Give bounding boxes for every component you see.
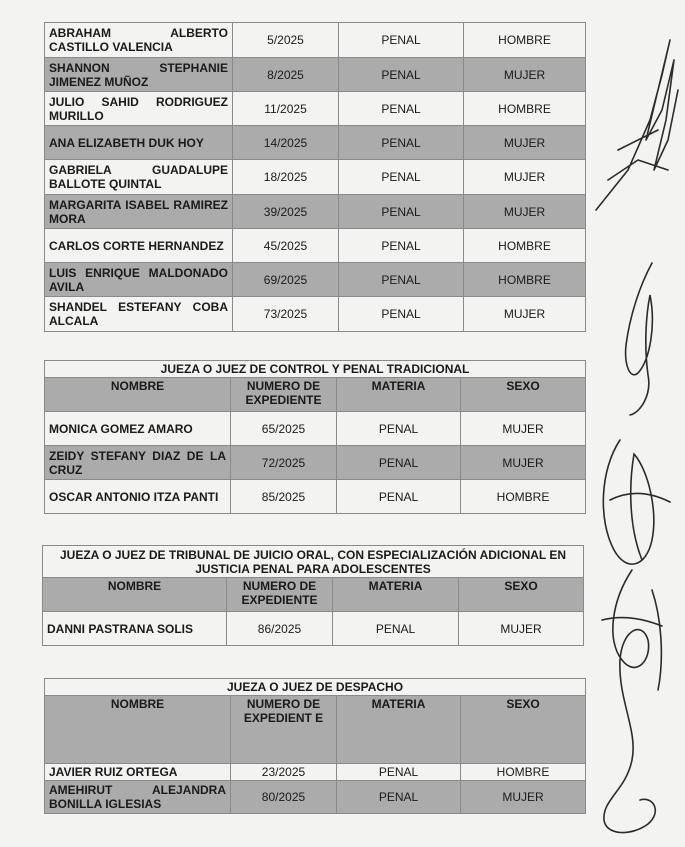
case-number: 65/2025 [231,412,337,446]
judge-name: ANA ELIZABETH DUK HOY [45,126,233,160]
sex: HOMBRE [464,23,586,58]
col-header-expediente: NUMERO DE EXPEDIENTE [231,378,337,412]
signature-3 [590,430,680,580]
subject-matter: PENAL [339,126,464,160]
judge-name: OSCAR ANTONIO ITZA PANTI [45,480,231,514]
table-row [45,412,586,446]
case-number: 69/2025 [233,263,339,297]
control-judges-table [44,360,586,514]
section-title-row [43,546,584,578]
judge-name: AMEHIRUT ALEJANDRA BONILLA IGLESIAS [45,781,231,814]
subject-matter: PENAL [339,263,464,297]
judge-name: ZEIDY STEFANY DIAZ DE LA CRUZ [45,446,231,480]
judge-name: CARLOS CORTE HERNANDEZ [45,229,233,263]
case-number: 45/2025 [233,229,339,263]
sex: HOMBRE [464,92,586,126]
case-number: 14/2025 [233,126,339,160]
sex: HOMBRE [461,480,586,514]
table-row [45,195,586,229]
sex: MUJER [461,446,586,480]
section-title: JUEZA O JUEZ DE CONTROL Y PENAL TRADICIONAL [45,361,586,378]
judge-name: MONICA GOMEZ AMARO [45,412,231,446]
sex: HOMBRE [461,764,586,781]
case-number: 80/2025 [231,781,337,814]
oral-trial-judges-table [42,545,584,646]
sex: MUJER [464,195,586,229]
subject-matter: PENAL [339,229,464,263]
subject-matter: PENAL [339,160,464,195]
sex: MUJER [464,126,586,160]
signature-2 [600,255,670,420]
col-header-nombre: NOMBRE [45,378,231,412]
sex: HOMBRE [464,229,586,263]
case-number: 85/2025 [231,480,337,514]
judge-name: DANNI PASTRANA SOLIS [43,612,227,646]
sex: MUJER [461,412,586,446]
subject-matter: PENAL [339,92,464,126]
subject-matter: PENAL [337,764,461,781]
case-number: 39/2025 [233,195,339,229]
subject-matter: PENAL [339,23,464,58]
col-header-sexo: SEXO [461,378,586,412]
case-number: 5/2025 [233,23,339,58]
judge-name: SHANNON STEPHANIE JIMENEZ MUÑOZ [45,58,233,92]
table-row [45,126,586,160]
case-number: 18/2025 [233,160,339,195]
sex: MUJER [459,612,584,646]
case-number: 86/2025 [227,612,333,646]
signature-4 [592,560,684,840]
col-header-sexo: SEXO [459,578,584,612]
subject-matter: PENAL [337,446,461,480]
header-row [45,696,586,764]
col-header-nombre: NOMBRE [43,578,227,612]
table-row [45,263,586,297]
col-header-nombre: NOMBRE [45,696,231,764]
subject-matter: PENAL [339,58,464,92]
col-header-sexo: SEXO [461,696,586,764]
table-row [45,446,586,480]
table-row [45,92,586,126]
sex: MUJER [461,781,586,814]
sex: MUJER [464,297,586,332]
sex: HOMBRE [464,263,586,297]
section-title: JUEZA O JUEZ DE TRIBUNAL DE JUICIO ORAL, CON ESPECIALIZACIÓN ADICIONAL EN JUSTICIA PENAL PARA ADOLESCENTES [43,546,584,578]
subject-matter: PENAL [337,781,461,814]
table-row [45,297,586,332]
header-row [43,578,584,612]
subject-matter: PENAL [337,480,461,514]
table-row [45,764,586,781]
section-title-row [45,361,586,378]
table-row [45,58,586,92]
signature-1 [588,20,682,220]
col-header-materia: MATERIA [337,378,461,412]
sex: MUJER [464,58,586,92]
judge-name: JULIO SAHID RODRIGUEZ MURILLO [45,92,233,126]
subject-matter: PENAL [339,195,464,229]
table-row [43,612,584,646]
section-title: JUEZA O JUEZ DE DESPACHO [45,679,586,696]
judge-name: ABRAHAM ALBERTO CASTILLO VALENCIA [45,23,233,58]
table-row [45,23,586,58]
subject-matter: PENAL [333,612,459,646]
subject-matter: PENAL [337,412,461,446]
judges-table-continued [44,22,586,332]
case-number: 11/2025 [233,92,339,126]
subject-matter: PENAL [339,297,464,332]
table-row [45,480,586,514]
judge-name: LUIS ENRIQUE MALDONADO AVILA [45,263,233,297]
case-number: 72/2025 [231,446,337,480]
case-number: 73/2025 [233,297,339,332]
table-row [45,229,586,263]
sex: MUJER [464,160,586,195]
case-number: 8/2025 [233,58,339,92]
table-row [45,781,586,814]
col-header-expediente: NUMERO DE EXPEDIENT E [231,696,337,764]
case-number: 23/2025 [231,764,337,781]
col-header-expediente: NUMERO DE EXPEDIENTE [227,578,333,612]
section-title-row [45,679,586,696]
dispatch-judges-table [44,678,586,814]
judge-name: JAVIER RUIZ ORTEGA [45,764,231,781]
col-header-materia: MATERIA [337,696,461,764]
judge-name: GABRIELA GUADALUPE BALLOTE QUINTAL [45,160,233,195]
judge-name: MARGARITA ISABEL RAMIREZ MORA [45,195,233,229]
col-header-materia: MATERIA [333,578,459,612]
header-row [45,378,586,412]
judge-name: SHANDEL ESTEFANY COBA ALCALA [45,297,233,332]
table-row [45,160,586,195]
